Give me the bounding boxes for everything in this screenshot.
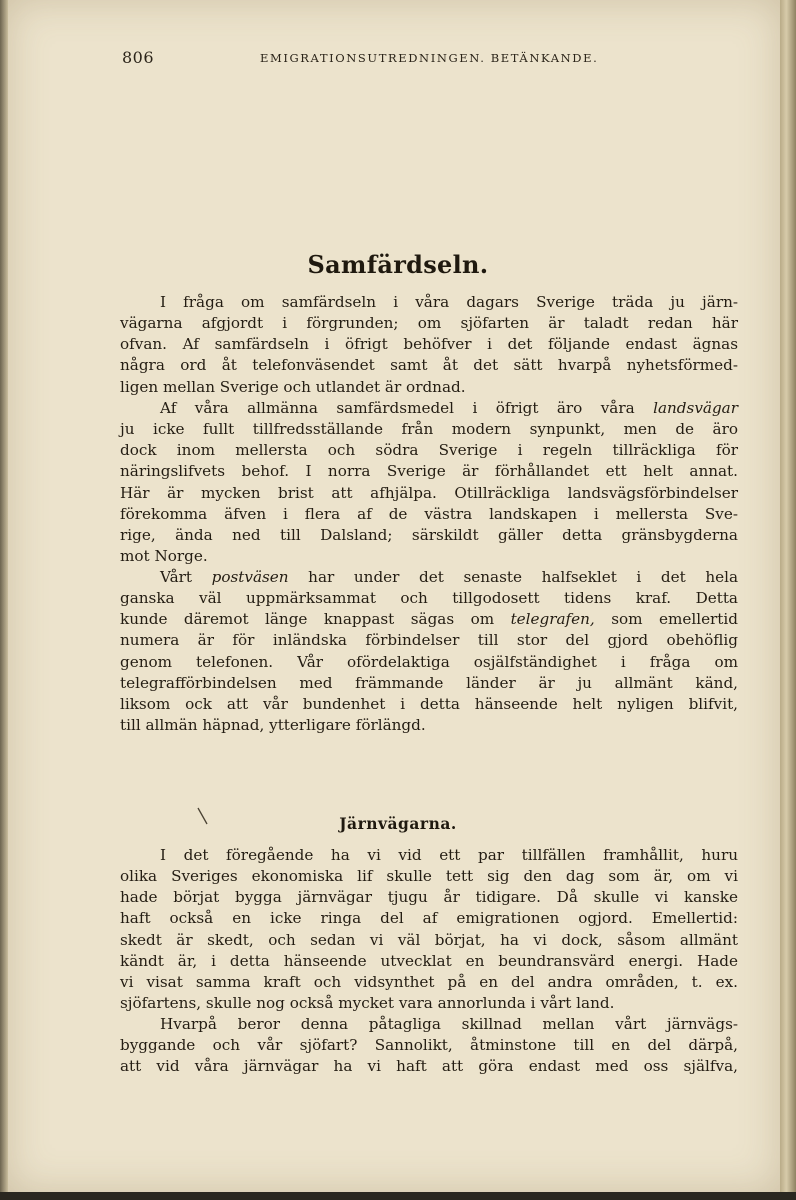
text-line: förekomma äfven i flera af de västra landskapen i mellersta Sve-: [120, 504, 738, 523]
text-line: ganska väl uppmärksammat och tillgodosett tidens kraf. Detta: [120, 589, 738, 608]
text-line: mot Norge.: [120, 547, 208, 566]
text-line: hade börjat bygga järnvägar tjugu år tidigare. Då skulle vi kanske: [120, 888, 738, 907]
text-line: numera är för inländska förbindelser till stor del gjord obehöflig: [120, 631, 738, 650]
subsection-title: Järnvägarna.: [339, 814, 457, 833]
text-line: [120, 567, 738, 588]
text-line: [120, 398, 738, 419]
text-line: några ord åt telefonväsendet samt åt det sätt hvarpå nyhetsförmed-: [120, 356, 738, 375]
text-line: ofvan. Af samfärdseln i öfrigt behöfver i det följande endast ägnas: [120, 335, 738, 354]
text-run: Vårt: [160, 568, 212, 586]
text-line: byggande och vår sjöfart? Sannolikt, åtminstone till en del därpå,: [120, 1036, 738, 1055]
section-title: Samfärdseln.: [307, 250, 489, 279]
text-run: Af våra allmänna samfärdsmedel i öfrigt äro våra: [160, 399, 654, 417]
text-line: ligen mellan Sverige och utlandet är ordnad.: [120, 377, 466, 396]
text-run: kunde däremot länge knappast sägas om: [120, 610, 511, 629]
text-line: I fråga om samfärdseln i våra dagars Sverige träda ju järn-: [160, 293, 738, 311]
text-line: att vid våra järnvägar ha vi haft att göra endast med oss själfva,: [120, 1057, 738, 1076]
text-line: telegrafförbindelsen med främmande länder är ju allmänt känd,: [120, 673, 738, 692]
paragraph-hvarpa: [120, 1014, 738, 1077]
text-line: ju icke fullt tillfredsställande från modern synpunkt, men de äro: [120, 420, 738, 439]
text-line: haft också en icke ringa del af emigrationen ogjord. Emellertid:: [120, 909, 738, 928]
paragraph-jarnvagar: [120, 845, 738, 1014]
italic-term-postvasen: postväsen: [211, 568, 289, 586]
text-line: till allmän häpnad, ytterligare förlängd.: [120, 716, 426, 735]
text-run: som emellertid: [594, 610, 738, 629]
page-bottom-edge: [0, 1192, 796, 1200]
text-line: dock inom mellersta och södra Sverige i regeln tillräckliga för: [120, 441, 738, 460]
text-line: [120, 609, 738, 630]
text-line: genom telefonen. Vår ofördelaktiga osjälfständighet i fråga om: [120, 652, 738, 671]
page-right-edge: [780, 0, 796, 1200]
text-line: Här är mycken brist att afhjälpa. Otillräckliga landsvägsförbindelser: [120, 483, 738, 502]
paragraph-samfardseln-intro: [120, 292, 738, 398]
italic-term-telegrafen: telegrafen,: [510, 610, 595, 629]
page-left-edge: [0, 0, 8, 1200]
text-line: kändt är, i detta hänseende utvecklat en beundransvärd energi. Hade: [120, 951, 738, 970]
running-title: EMIGRATIONSUTREDNINGEN. BETÄNKANDE.: [260, 51, 599, 65]
text-line: skedt är skedt, och sedan vi väl börjat, ha vi dock, såsom allmänt: [120, 930, 738, 949]
running-head: [122, 48, 722, 72]
text-line: sjöfartens, skulle nog också mycket vara annorlunda i vårt land.: [120, 994, 615, 1013]
text-line: vi visat samma kraft och vidsynthet på en del andra områden, t. ex.: [120, 972, 738, 991]
italic-term-landsvagar: landsvägar: [653, 399, 738, 417]
text-line: I det föregående ha vi vid ett par tillfällen framhållit, huru: [160, 846, 738, 864]
text-line: näringslifvets behof. I norra Sverige är förhållandet ett helt annat.: [120, 462, 738, 481]
text-line: Hvarpå beror denna påtagliga skillnad mellan vårt järnvägs-: [160, 1015, 738, 1033]
page-number: 806: [122, 48, 155, 67]
text-line: rige, ända ned till Dalsland; särskildt gäller detta gränsbygderna: [120, 525, 738, 544]
paragraph-landsvagar: [120, 398, 738, 567]
text-line: liksom ock att vår bundenhet i detta hänseende helt nyligen blifvit,: [120, 694, 738, 713]
text-run: har under det senaste halfseklet i det hela: [288, 568, 738, 586]
paragraph-postvasen: [120, 567, 738, 736]
text-line: olika Sveriges ekonomiska lif skulle tett sig den dag som är, om vi: [120, 867, 738, 886]
text-line: vägarna afgjordt i förgrunden; om sjöfarten är taladt redan här: [120, 314, 738, 333]
